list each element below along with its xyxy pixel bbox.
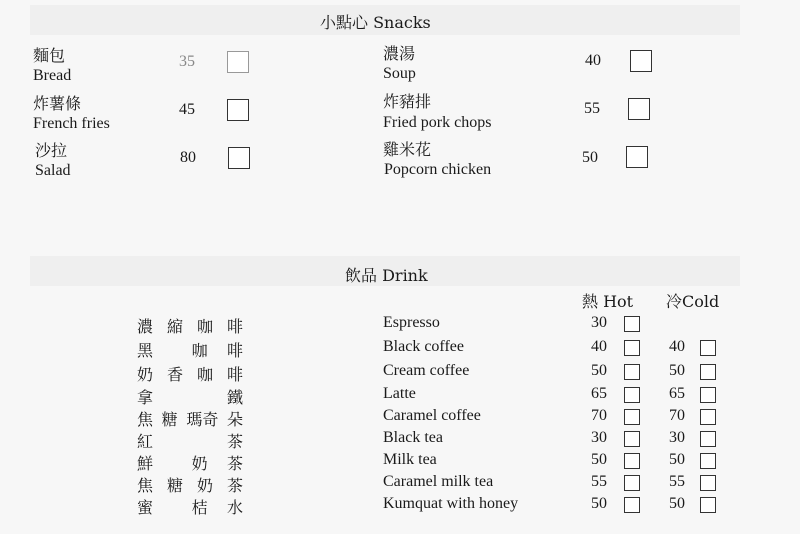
drink-zh-char: 咖 [196, 365, 213, 384]
drink-en-name: Caramel milk tea [383, 473, 494, 490]
hot-price: 30 [591, 429, 607, 446]
cold-checkbox[interactable] [700, 387, 716, 403]
cold-price: 55 [669, 473, 685, 490]
hot-checkbox[interactable] [624, 475, 640, 491]
drink-en-name: Cream coffee [383, 362, 470, 379]
hot-column-header: 熱 Hot [582, 292, 634, 311]
snack-checkbox[interactable] [628, 98, 650, 120]
cold-checkbox[interactable] [700, 453, 716, 469]
snack-checkbox[interactable] [630, 50, 652, 72]
hot-checkbox[interactable] [624, 497, 640, 513]
cold-price: 40 [669, 338, 685, 355]
drink-zh-name [137, 407, 243, 430]
cold-checkbox[interactable] [700, 364, 716, 380]
cold-price: 50 [669, 451, 685, 468]
snack-checkbox[interactable] [626, 146, 648, 168]
drink-en-name: Caramel coffee [383, 407, 481, 424]
snack-checkbox[interactable] [228, 147, 250, 169]
drink-zh-char: 茶 [226, 432, 243, 451]
cold-price: 50 [669, 495, 685, 512]
drink-zh-char: 縮 [166, 317, 183, 336]
snack-price: 80 [180, 149, 196, 166]
snack-zh: 雞米花 [383, 140, 432, 159]
drink-en-name: Kumquat with honey [383, 495, 519, 512]
drink-zh-char: 啡 [226, 365, 243, 384]
snack-en: Fried pork chops [383, 114, 492, 131]
drink-zh-char: 茶 [226, 454, 243, 473]
drink-zh-char: 咖 [196, 317, 213, 336]
drink-en-name: Black coffee [383, 338, 464, 355]
drink-zh-name [137, 338, 243, 361]
snack-price: 45 [179, 101, 195, 118]
drink-zh-char: 香 [166, 365, 183, 384]
snack-price: 40 [585, 52, 601, 69]
snack-zh: 炸豬排 [383, 92, 432, 111]
cold-checkbox[interactable] [700, 340, 716, 356]
cold-price: 30 [669, 429, 685, 446]
snack-zh: 沙拉 [35, 141, 68, 160]
drink-zh-char: 啡 [226, 317, 243, 336]
snack-checkbox[interactable] [227, 99, 249, 121]
snack-en: Bread [33, 67, 72, 84]
hot-checkbox[interactable] [624, 387, 640, 403]
hot-checkbox[interactable] [624, 409, 640, 425]
hot-price: 50 [591, 362, 607, 379]
snack-price: 50 [582, 149, 598, 166]
drink-zh-char: 紅 [137, 432, 154, 451]
snack-price: 55 [584, 100, 600, 117]
cold-price: 65 [669, 385, 685, 402]
drink-en-name: Latte [383, 385, 416, 402]
cold-checkbox[interactable] [700, 431, 716, 447]
drink-zh-char: 茶 [226, 476, 243, 495]
hot-price: 50 [591, 451, 607, 468]
hot-checkbox[interactable] [624, 453, 640, 469]
cold-checkbox[interactable] [700, 475, 716, 491]
snacks-title: 小點心 Snacks [320, 13, 431, 32]
snack-price: 35 [179, 53, 195, 70]
hot-checkbox[interactable] [624, 316, 640, 332]
hot-price: 55 [591, 473, 607, 490]
drink-zh-char: 黑 [137, 341, 154, 360]
hot-price: 30 [591, 314, 607, 331]
drink-zh-char: 蜜 [137, 498, 154, 517]
drink-zh-char: 拿 [137, 388, 154, 407]
snack-en: Popcorn chicken [384, 161, 492, 178]
drink-zh-char: 咖 [191, 341, 208, 360]
drink-zh-name [137, 495, 243, 518]
drink-en-name: Espresso [383, 314, 440, 331]
drink-zh-char: 奶 [196, 476, 213, 495]
hot-price: 65 [591, 385, 607, 402]
hot-checkbox[interactable] [624, 431, 640, 447]
drink-en-name: Milk tea [383, 451, 437, 468]
hot-price: 40 [591, 338, 607, 355]
cold-checkbox[interactable] [700, 409, 716, 425]
drink-zh-char: 焦 [137, 476, 154, 495]
drink-zh-char: 糖 [166, 476, 183, 495]
cold-checkbox[interactable] [700, 497, 716, 513]
hot-price: 70 [591, 407, 607, 424]
drink-zh-name [137, 385, 243, 408]
drink-zh-name [137, 429, 243, 452]
snack-en: Salad [35, 162, 71, 179]
drink-zh-char: 桔 [191, 498, 208, 517]
drink-zh-char: 糖 [161, 410, 178, 429]
drink-zh-char: 鮮 [137, 454, 154, 473]
drink-zh-char: 鐵 [226, 388, 243, 407]
drink-zh-char: 焦 [137, 410, 154, 429]
drink-zh-name [137, 314, 243, 337]
drink-zh-name [137, 362, 243, 385]
drink-zh-char: 朵 [226, 410, 243, 429]
cold-column-header: 冷Cold [666, 292, 720, 311]
snack-en: Soup [383, 65, 416, 82]
hot-checkbox[interactable] [624, 340, 640, 356]
snack-en: French fries [33, 115, 110, 132]
cold-price: 70 [669, 407, 685, 424]
drink-zh-char: 奶 [137, 365, 154, 384]
drink-zh-char: 瑪奇 [186, 410, 219, 429]
hot-checkbox[interactable] [624, 364, 640, 380]
snack-zh: 濃湯 [383, 44, 416, 63]
snack-zh: 炸薯條 [33, 94, 82, 113]
drink-zh-char: 水 [226, 498, 243, 517]
drinks-title: 飲品 Drink [345, 266, 428, 285]
drink-zh-char: 濃 [137, 317, 154, 336]
drink-zh-char: 啡 [226, 341, 243, 360]
drink-zh-name [137, 473, 243, 496]
cold-price: 50 [669, 362, 685, 379]
drink-zh-char: 奶 [191, 454, 208, 473]
snack-zh: 麵包 [33, 46, 66, 65]
drink-zh-name [137, 451, 243, 474]
drink-en-name: Black tea [383, 429, 443, 446]
snack-checkbox[interactable] [227, 51, 249, 73]
hot-price: 50 [591, 495, 607, 512]
